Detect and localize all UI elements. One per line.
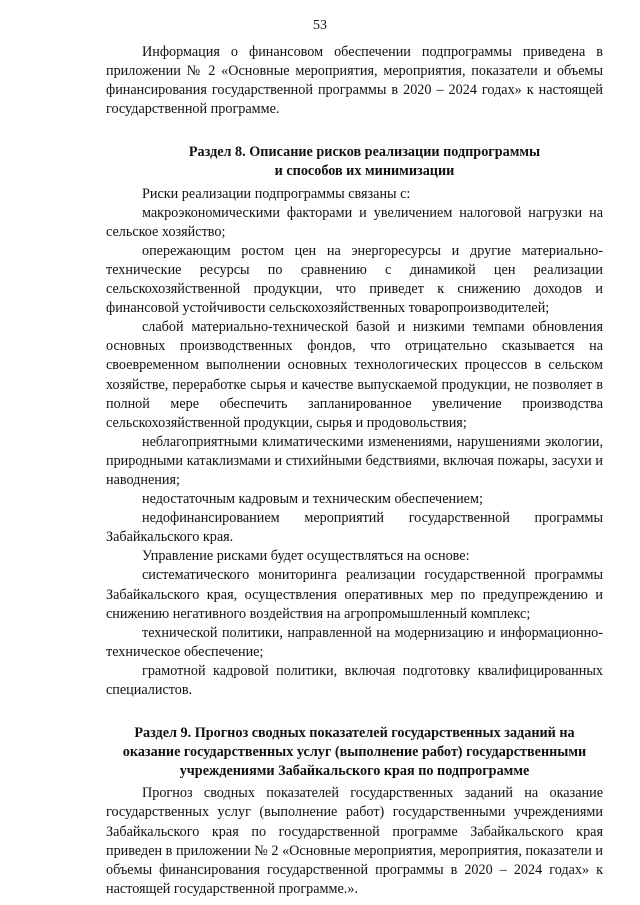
section-8-paragraph: недофинансированием мероприятий государственной программы Забайкальского края.	[106, 510, 603, 546]
intro-paragraph: Информация о финансовом обеспечении подпрограммы приведена в приложении № 2 «Основные мероприятия, мероприятия, показатели и объемы финансирования государственной программы в 2020 – 2024 годах» к настоящей государственной программе.	[106, 44, 603, 118]
section-8-paragraph: Риски реализации подпрограммы связаны с:	[142, 185, 411, 202]
section-8-paragraph: грамотной кадровой политики, включая подготовку квалифицированных специалистов.	[106, 662, 603, 698]
section-8-paragraph: слабой материально-технической базой и низкими темпами обновления основных производственных фондов, что отрицательно сказывается на своевременном выполнении основных технологических процессов в сельском хозяйстве, переработке сырья и качестве выпускаемой продукции, не позволяет в полной мере обеспечить запланированное увеличение производства сельскохозяйственной продукции, сырья и продовольствия;	[106, 319, 603, 431]
section-9-heading-line-1: Раздел 9. Прогноз сводных показателей государственных заданий на	[134, 725, 575, 742]
section-8-paragraph: Управление рисками будет осуществляться на основе:	[142, 548, 470, 565]
section-8-paragraph: систематического мониторинга реализации государственной программы Забайкальского края, осуществления оперативных мер по предупреждению и снижению негативного воздействия на агропромышленный комплекс;	[106, 567, 603, 622]
page-number: 53	[313, 18, 327, 33]
section-9-heading-line-3: учреждениями Забайкальского края по подпрограмме	[179, 763, 530, 780]
section-9-heading	[106, 724, 603, 781]
section-8-heading-line-1: Раздел 8. Описание рисков реализации подпрограммы	[188, 144, 541, 161]
section-8-paragraph: недостаточным кадровым и техническим обеспечением;	[142, 491, 483, 508]
section-8-paragraph: опережающим ростом цен на энергоресурсы и другие материально-технические ресурсы по сравнению с динамикой цен реализации сельскохозяйственной продукции, что приведет к снижению доходов и финансовой устойчивости сельскохозяйственных товаропроизводителей;	[106, 242, 603, 317]
section-8-heading	[106, 143, 603, 181]
section-8-paragraph: технической политики, направленной на модернизацию и информационно-техническое обеспечение;	[106, 624, 603, 660]
section-9-paragraph: Прогноз сводных показателей государственных заданий на оказание государственных услуг (выполнение работ) государственными учреждениями Забайкальского края по государственной программе Забайкальского края приведен в приложении № 2 «Основные мероприятия, мероприятия, показатели и объемы финансирования государственной программы в 2020 – 2024 годах» к настоящей государственной программе.».	[106, 785, 603, 897]
page-content	[106, 43, 603, 899]
section-8-paragraph: неблагоприятными климатическими изменениями, нарушениями экологии, природными катаклизмами и стихийными бедствиями, включая пожары, засухи и наводнения;	[106, 433, 603, 488]
section-8-heading-line-2: и способов их минимизации	[274, 163, 455, 180]
section-8-paragraph: макроэкономическими факторами и увеличением налоговой нагрузки на сельское хозяйство;	[106, 204, 603, 240]
section-9-heading-line-2: оказание государственных услуг (выполнение работ) государственными	[122, 744, 587, 761]
